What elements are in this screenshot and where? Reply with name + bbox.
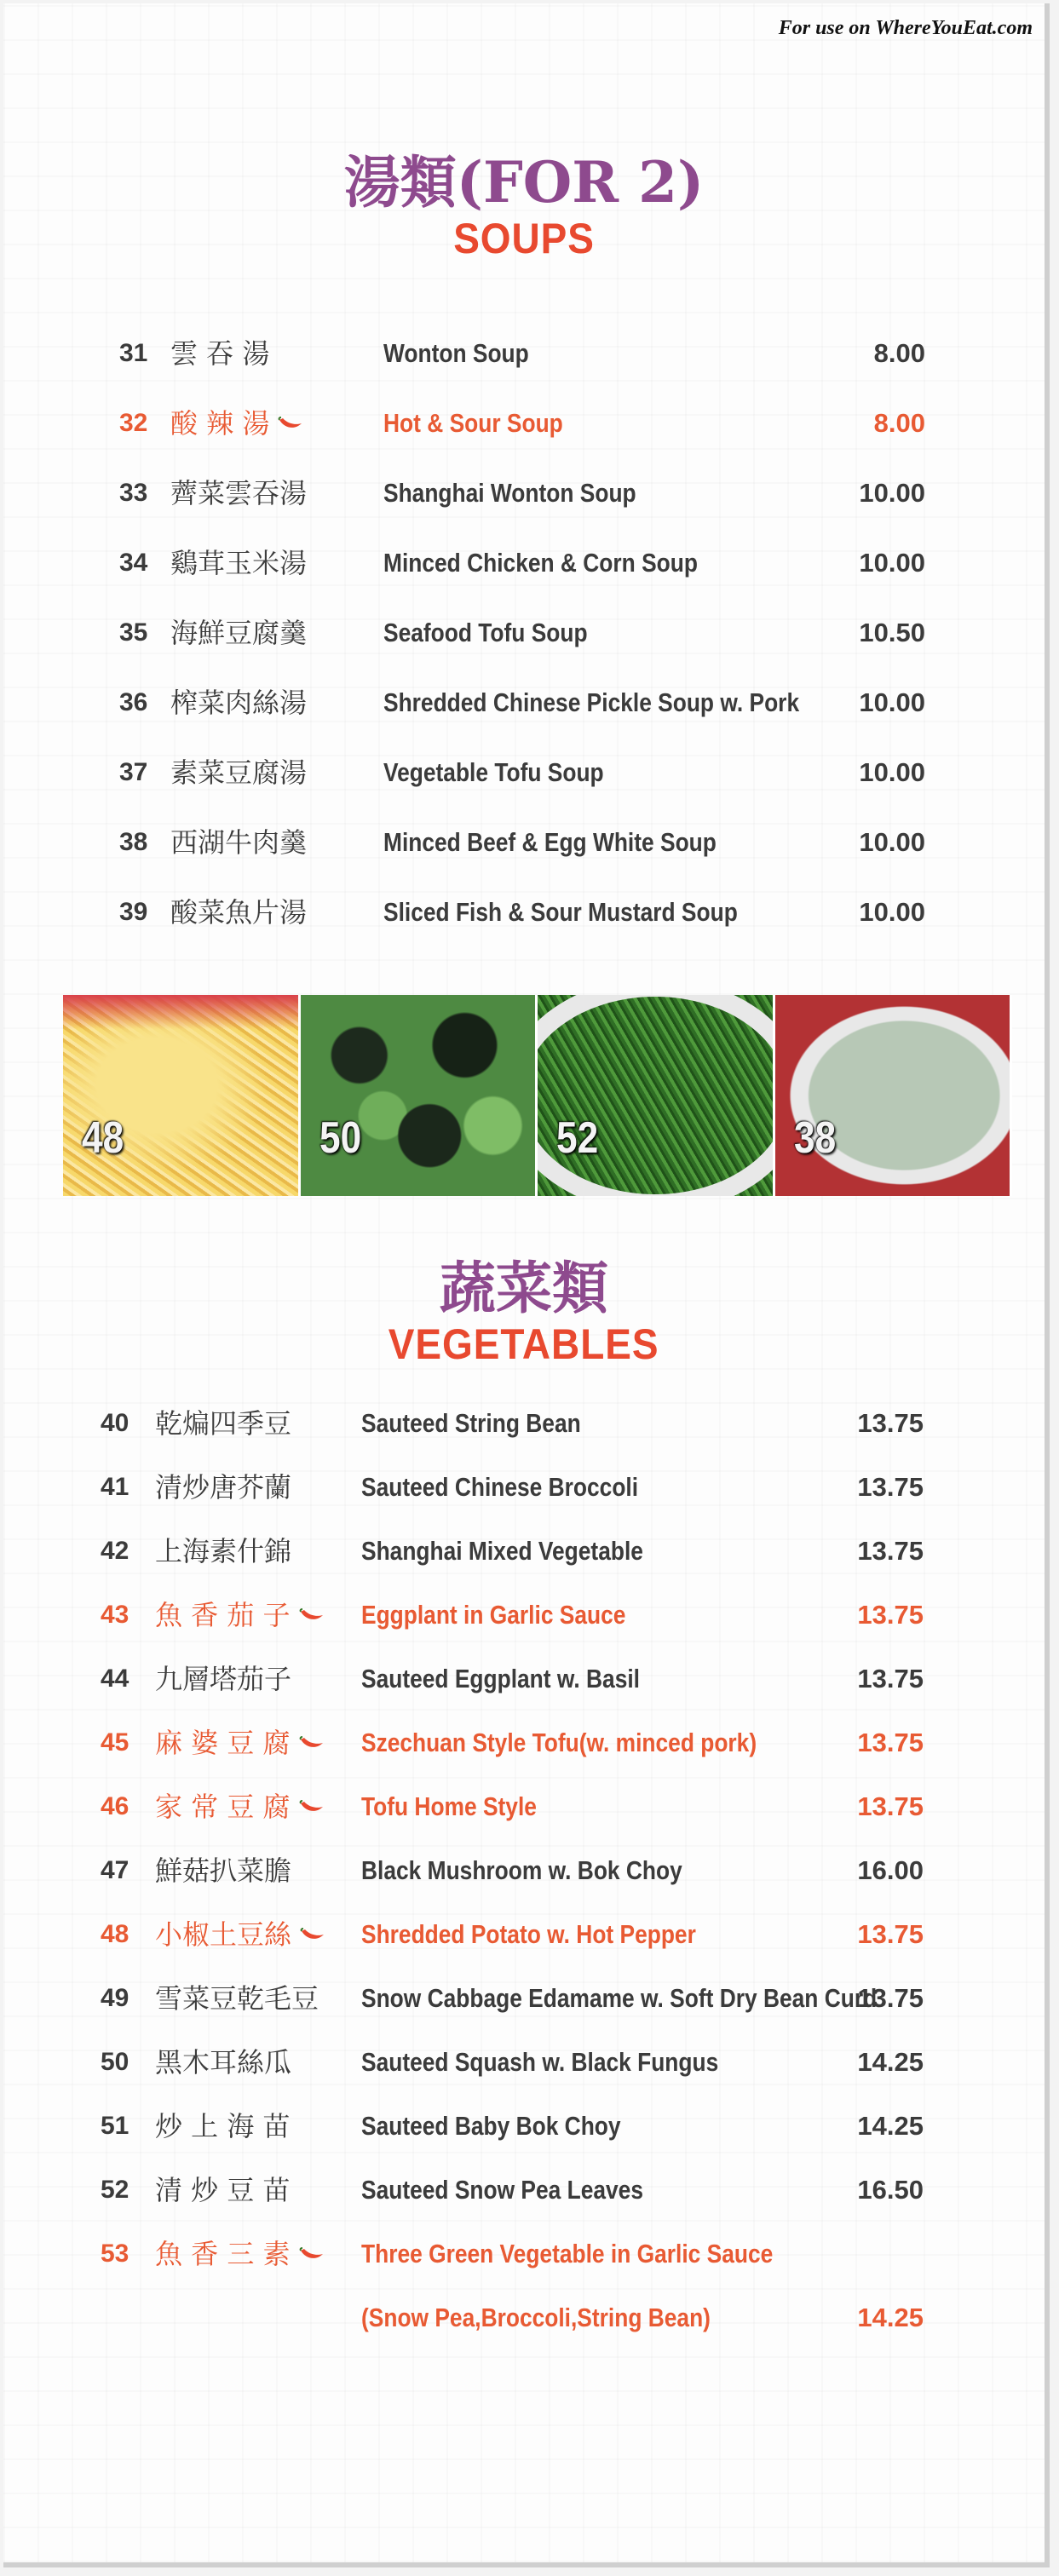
menu-item-english-name: Szechuan Style Tofu(w. minced pork) [361,1728,757,1757]
menu-item-chinese-name: 小椒土豆絲 [155,1918,292,1951]
menu-item-num: 47 [101,1856,129,1884]
menu-item-chinese-name: 薺菜雲吞湯 [170,477,308,509]
menu-item-price: 13.75 [857,1664,924,1693]
menu-item-num: 38 [119,828,148,856]
menu-item-english-name: Shredded Potato w. Hot Pepper [361,1919,696,1949]
menu-item-num: 49 [101,1984,129,2012]
menu-item-english-name: Minced Beef & Egg White Soup [383,827,717,857]
soups-title-en: SOUPS [453,215,595,262]
menu-item-row [3,1849,1045,1892]
menu-item-row [3,2233,1045,2275]
menu-item-chinese-name: 上海素什錦 [155,1535,292,1567]
menu-item-price: 13.75 [857,1728,924,1757]
menu-item-chinese-name: 鷄茸玉米湯 [170,547,308,579]
menu-item-english-name: Hot & Sour Soup [383,408,563,438]
menu-item-english-name: Shredded Chinese Pickle Soup w. Pork [383,687,800,717]
menu-item-price: 13.75 [857,1791,924,1821]
menu-item-english-name: Black Mushroom w. Bok Choy [361,1855,682,1885]
menu-item-num: 34 [119,549,148,577]
spicy-pepper-icon [299,2247,325,2261]
menu-item-english-name: Tofu Home Style [361,1791,537,1821]
menu-item-num: 50 [101,2048,129,2076]
menu-item-chinese-name: 麻 婆 豆 腐 [155,1727,291,1759]
menu-item-price: 13.75 [857,1536,924,1566]
menu-item-chinese-name: 家 常 豆 腐 [155,1791,291,1823]
menu-item-num: 51 [101,2112,129,2140]
menu-item-row [3,332,1045,375]
menu-item-num: 33 [119,479,148,507]
menu-item-row [3,542,1045,584]
menu-item-chinese-name: 鮮菇扒菜膽 [155,1854,292,1887]
vegetables-title [3,1256,1045,1368]
menu-item-price: 13.75 [857,1919,924,1949]
soups-title-zh: 湯類(FOR 2) [343,149,705,216]
menu-item-chinese-name: 榨菜肉絲湯 [170,687,308,719]
menu-item-price: 10.00 [859,757,925,787]
menu-item-price: 14.25 [857,2047,924,2077]
menu-item-num: 41 [101,1473,129,1501]
menu-item-chinese-name: 魚 香 三 素 [155,2238,291,2270]
soups-title [3,150,1045,262]
menu-item-chinese-name: 乾煸四季豆 [155,1407,292,1440]
menu-item-row [3,681,1045,724]
menu-item-english-name: Shanghai Wonton Soup [383,478,636,508]
spicy-pepper-icon [278,417,303,430]
menu-item-price: 13.75 [857,1600,924,1630]
menu-item-price: 8.00 [873,408,925,438]
dish-photo-number: 48 [82,1113,124,1163]
menu-item-english-name: Sauteed Squash w. Black Fungus [361,2047,719,2077]
menu-item-chinese-name: 雲 吞 湯 [170,337,270,370]
menu-item-num: 42 [101,1537,129,1565]
menu-item-english-name: (Snow Pea,Broccoli,String Bean) [361,2303,711,2332]
menu-item-num: 46 [101,1792,129,1820]
dish-photo-number: 50 [319,1113,361,1163]
dish-photo-number: 38 [793,1113,836,1163]
watermark: For use on WhereYouEat.com [778,17,1033,39]
menu-item-english-name: Sauteed Baby Bok Choy [361,2111,621,2141]
menu-item-price: 14.25 [857,2111,924,2141]
menu-item-num: 31 [119,339,148,367]
menu-item-chinese-name: 酸菜魚片湯 [170,896,308,929]
menu-item-chinese-name: 清 炒 豆 苗 [155,2174,291,2206]
menu-item-english-name: Minced Chicken & Corn Soup [383,548,698,578]
menu-item-english-name: Sliced Fish & Sour Mustard Soup [383,897,738,927]
menu-item-chinese-name: 魚 香 茄 子 [155,1599,291,1631]
menu-item-row [3,1530,1045,1573]
spicy-pepper-icon [299,1608,325,1622]
menu-item-row [3,821,1045,864]
menu-item-chinese-name: 九層塔茄子 [155,1663,292,1695]
menu-item-english-name: Shanghai Mixed Vegetable [361,1536,643,1566]
dish-photo [63,995,301,1196]
menu-item-row [3,2041,1045,2084]
menu-item-chinese-name: 西湖牛肉羹 [170,826,308,859]
menu-item-english-name: Seafood Tofu Soup [383,618,588,647]
menu-item-row [3,1913,1045,1956]
menu-item-num: 44 [101,1665,129,1693]
menu-item-english-name: Three Green Vegetable in Garlic Sauce [361,2239,774,2268]
menu-item-english-name: Snow Cabbage Edamame w. Soft Dry Bean Curd [361,1983,878,2013]
menu-item-chinese-name: 炒 上 海 苗 [155,2110,291,2142]
dish-photo-number: 52 [556,1113,599,1163]
menu-item-price: 13.75 [857,1408,924,1438]
menu-item-chinese-name: 素菜豆腐湯 [170,756,308,789]
menu-item-price: 10.00 [859,827,925,857]
menu-item-english-name: Sauteed String Bean [361,1408,581,1438]
menu-item-chinese-name: 黑木耳絲瓜 [155,2046,292,2079]
menu-item-english-name: Vegetable Tofu Soup [383,757,604,787]
menu-item-price: 16.50 [857,2175,924,2205]
vegetables-title-en: VEGETABLES [388,1320,659,1368]
menu-item-chinese-name: 清炒唐芥蘭 [155,1471,292,1504]
menu-item-english-name: Sauteed Chinese Broccoli [361,1472,639,1502]
spicy-pepper-icon [299,1736,325,1750]
menu-item-price: 10.00 [859,478,925,508]
menu-item-row [3,751,1045,794]
menu-item-english-name: Sauteed Eggplant w. Basil [361,1664,640,1693]
spicy-pepper-icon [300,1928,325,1941]
menu-item-num: 37 [119,758,148,786]
menu-item-row [3,612,1045,654]
menu-item-chinese-name: 海鮮豆腐羹 [170,617,308,649]
menu-item-row [3,891,1045,934]
menu-item-row [3,2105,1045,2148]
spicy-pepper-icon [299,1800,325,1814]
menu-item-row [3,1977,1045,2020]
menu-item-num: 43 [101,1601,129,1629]
menu-item-num: 32 [119,409,148,437]
menu-item-num: 45 [101,1728,129,1757]
menu-item-row [3,1594,1045,1636]
menu-item-row [3,402,1045,445]
menu-item-price: 13.75 [857,1983,924,2013]
menu-page [3,3,1050,2567]
menu-item-row [3,1722,1045,1764]
menu-item-english-name: Eggplant in Garlic Sauce [361,1600,626,1630]
menu-item-num: 36 [119,688,148,716]
menu-item-row [3,2297,1045,2339]
menu-item-price: 16.00 [857,1855,924,1885]
menu-item-row [3,472,1045,515]
menu-item-row [3,2169,1045,2211]
menu-item-num: 48 [101,1920,129,1948]
menu-item-row [3,1466,1045,1509]
menu-item-num: 35 [119,618,148,647]
menu-item-price: 8.00 [873,338,925,368]
menu-item-english-name: Wonton Soup [383,338,529,368]
menu-item-num: 52 [101,2176,129,2204]
menu-item-num: 39 [119,898,148,926]
menu-item-num: 53 [101,2240,129,2268]
menu-item-price: 13.75 [857,1472,924,1502]
dish-photo [775,995,1013,1196]
menu-item-english-name: Sauteed Snow Pea Leaves [361,2175,643,2205]
menu-item-chinese-name: 雪菜豆乾毛豆 [155,1982,319,2015]
dish-photo [301,995,538,1196]
menu-item-price: 10.00 [859,687,925,717]
menu-item-row [3,1658,1045,1700]
menu-item-price: 10.50 [859,618,925,647]
menu-item-num: 40 [101,1409,129,1437]
menu-item-price: 10.00 [859,548,925,578]
menu-item-row [3,1402,1045,1445]
menu-item-price: 10.00 [859,897,925,927]
menu-item-price: 14.25 [857,2303,924,2332]
dish-photo [538,995,775,1196]
menu-item-row [3,1785,1045,1828]
dish-photo-strip [63,995,1012,1196]
vegetables-title-zh: 蔬菜類 [440,1255,608,1321]
menu-item-chinese-name: 酸 辣 湯 [170,407,270,440]
